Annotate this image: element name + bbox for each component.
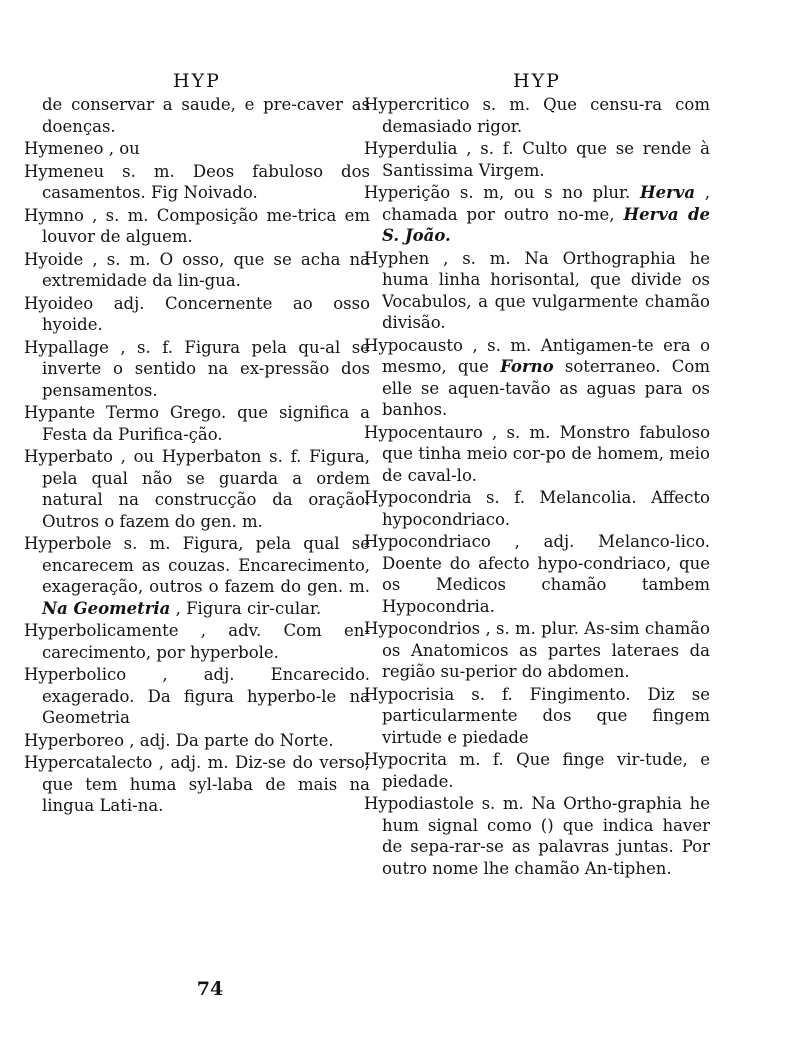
entry-definition: de conservar a saude, e pre-caver as doenças. [42, 95, 370, 136]
entry-definition: , ou [108, 139, 140, 158]
dictionary-entry [364, 248, 710, 334]
entry-headword: Hyperbato [24, 447, 113, 466]
entry-definition: , adj. m. Diz-se do verso, que tem huma syl-laba de mais na lingua Lati-na. [42, 753, 371, 815]
entry-headword: Hypocausto [364, 335, 463, 355]
entry-headword: Hypocentauro [364, 422, 483, 442]
entry-definition: m. f. Que finge vir-tude, e piedade. [382, 750, 710, 791]
dictionary-entry [24, 205, 370, 248]
entry-headword: Hypallage [24, 337, 109, 357]
entry-headword: Hymno [24, 205, 84, 225]
entry-definition-tail: , Figura cir-cular. [175, 598, 322, 618]
dictionary-entry [364, 335, 710, 421]
right-running-header: HYP [513, 70, 561, 92]
page-number: 74 [196, 978, 224, 1000]
entry-definition: , s. m. Composição me-trica em louvor de alguem. [42, 205, 370, 246]
entry-definition: , s. f. Figura pela qu-al se inverte o sentido na ex-pressão dos pensamentos. [42, 337, 370, 400]
entry-headword: Hyperbolicamente [24, 621, 179, 640]
entry-definition: Termo Grego. que significa a Festa da Purifica-ção. [42, 403, 370, 444]
entry-headword: Hyperição [364, 183, 451, 202]
left-entries [24, 94, 370, 817]
dictionary-entry [24, 161, 370, 204]
entry-headword: Hyoide [24, 249, 84, 269]
dictionary-entry [24, 752, 370, 817]
entry-headword: Hypocrisia [364, 684, 455, 704]
entry-headword: Hyperbolico [24, 665, 127, 684]
entry-definition: , adj. Encarecido. exagerado. Da figura hyperbo-le na Geometria [42, 665, 370, 727]
entry-definition-tail: , chamada por outro no-me, [382, 183, 710, 224]
dictionary-entry [364, 531, 710, 617]
dictionary-entry [24, 94, 370, 137]
entry-headword: Hyperdulia [364, 139, 458, 158]
left-column [24, 68, 370, 818]
entry-definition: , s. m. Monstro fabuloso que tinha meio cor-po de homem, meio de caval-lo. [382, 422, 711, 485]
entry-definition: , adv. Com en-carecimento, por hyperbole. [42, 621, 370, 662]
entry-headword: Hypodiastole [364, 794, 474, 813]
entry-headword: Hypante [24, 403, 96, 422]
dictionary-entry [24, 138, 370, 160]
dictionary-entry [24, 533, 370, 619]
entry-definition: s. m. Que censu-ra com demasiado rigor. [382, 95, 710, 136]
entry-headword: Hypocondriaco [364, 532, 491, 551]
entry-headword: Hypercatalecto [24, 753, 153, 772]
entry-headword: Hyperbole [24, 534, 112, 553]
dictionary-entry [364, 749, 710, 792]
dictionary-entry [24, 402, 370, 445]
dictionary-entry [364, 487, 710, 530]
dictionary-entry [24, 664, 370, 729]
entry-definition: , s. m. Na Orthographia he huma linha horisontal, que divide os Vocabulos, a que vulgarmente chamão divisão. [382, 248, 711, 332]
entry-headword: Hypercritico [364, 95, 470, 114]
dictionary-entry [24, 293, 370, 336]
entry-definition: , s. m. O osso, que se acha na extremidade da lin-gua. [42, 249, 371, 290]
dictionary-entry [364, 94, 710, 137]
entry-italic-term: Herva de S. João. [382, 204, 711, 245]
entry-headword: Hyoideo [24, 293, 94, 313]
entry-definition: , s. m. Antigamen-te era o mesmo, que [382, 335, 711, 376]
dictionary-entry [24, 730, 370, 752]
entry-headword: Hypocondrios [364, 619, 481, 638]
entry-definition: s. m. Deos fabuloso dos casamentos. Fig Noivado. [42, 161, 370, 202]
entry-headword: Hymeneu [24, 161, 105, 181]
left-running-header: HYP [173, 70, 221, 92]
entry-definition: , adj. Melanco-lico. Doente do afecto hypo-condriaco, que os Medicos chamão tambem Hypocondria. [382, 532, 710, 616]
entry-headword: Hypocrita [364, 750, 448, 769]
dictionary-entry [364, 138, 710, 181]
dictionary-entry [364, 422, 710, 487]
entry-definition: s. f. Fingimento. Diz se particularmente dos que fingem virtude e piedade [382, 684, 710, 747]
entry-headword: Hyperboreo [24, 730, 125, 750]
entry-definition: , s. f. Culto que se rende à Santissima Virgem. [382, 139, 710, 180]
entry-italic-term: Forno [500, 357, 554, 376]
entry-definition: s. m. Figura, pela qual se encarecem as couzas. Encarecimento, exageração, outros o fazem do gen. m. [42, 534, 370, 596]
right-entries [364, 94, 710, 879]
right-column [364, 68, 710, 880]
entry-definition: , ou Hyperbaton s. f. Figura, pela qual não se guarda a ordem natural na construcção da oração. Outros o fazem do gen. m. [42, 447, 371, 531]
dictionary-entry [364, 793, 710, 879]
entry-definition-tail: soterraneo. Com elle se aquen-tavão as aguas para os banhos. [382, 357, 710, 419]
entry-definition: s. m. Na Ortho-graphia he hum signal como () que indica haver de sepa-rar-se as palavras juntas. Por outro nome lhe chamão An-tiphen. [382, 794, 710, 878]
entry-italic-term: Herva [640, 183, 696, 202]
dictionary-entry [24, 620, 370, 663]
entry-definition: s. f. Melancolia. Affecto hypocondriaco. [382, 488, 710, 529]
entry-definition: s. m, ou s no plur. [459, 183, 631, 202]
entry-headword: Hymeneo [24, 139, 104, 158]
entry-headword: Hyphen [364, 248, 430, 268]
dictionary-entry [24, 337, 370, 402]
dictionary-entry [364, 182, 710, 247]
dictionary-entry [364, 618, 710, 683]
dictionary-entry [364, 684, 710, 749]
entry-definition: adj. Concernente ao osso hyoide. [42, 293, 370, 334]
entry-italic-term: Na Geometria [42, 598, 171, 618]
dictionary-entry [24, 446, 370, 532]
entry-definition: , s. m. plur. As-sim chamão os Anatomicos as partes lateraes da região su-perior do abdomen. [382, 619, 710, 681]
dictionary-entry [24, 249, 370, 292]
entry-definition: , adj. Da parte do Norte. [129, 730, 334, 750]
entry-headword: Hypocondria [364, 488, 472, 507]
